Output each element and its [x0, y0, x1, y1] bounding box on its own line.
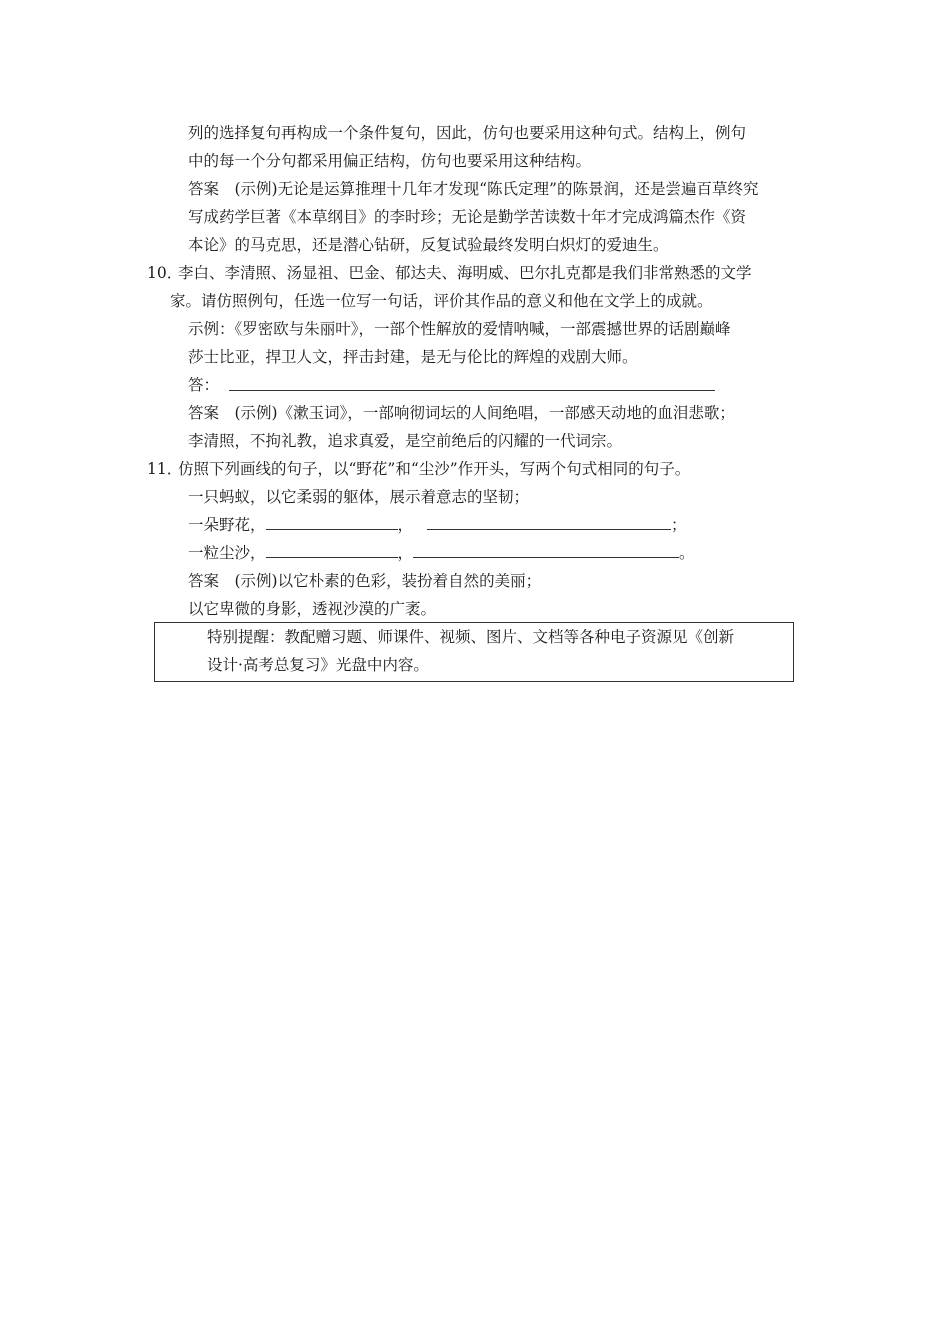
q9-answer-line-1: 答案 (示例)无论是运算推理十几年才发现“陈氏定理”的陈景润，还是尝遍百草终究: [188, 180, 759, 198]
special-note-line-1: 特别提醒：教配赠习题、师课件、视频、图片、文档等各种电子资源见《创新: [207, 628, 735, 646]
q10-question-line-1: 李白、李清照、汤显祖、巴金、郁达夫、海明威、巴尔扎克都是我们非常熟悉的文学: [178, 264, 752, 282]
q10-answer-blank[interactable]: [229, 390, 715, 391]
q9-explanation-line-1: 列的选择复句再构成一个条件复句，因此，仿句也要采用这种句式。结构上，例句: [188, 124, 747, 142]
q10-answer-line-2: 李清照，不拘礼教，追求真爱，是空前绝后的闪耀的一代词宗。: [188, 432, 623, 450]
q11-number: 11．: [147, 460, 183, 478]
q11-blank2-start: 一粒尘沙，: [188, 544, 266, 562]
q11-blank1-comma: ，: [397, 516, 414, 534]
q11-blank2-end: 。: [679, 544, 695, 562]
q11-blank2-field-b[interactable]: [413, 543, 679, 558]
q11-blank-line-1: [188, 515, 687, 535]
q11-example-sentence: 一只蚂蚁，以它柔弱的躯体，展示着意志的坚韧；: [188, 488, 530, 506]
q11-answer-line-1: 答案 (示例)以它朴素的色彩，装扮着自然的美丽；: [188, 572, 542, 590]
special-note-line-2: 设计·高考总复习》光盘中内容。: [207, 656, 429, 674]
q11-blank-line-2: [188, 543, 695, 563]
special-note-box: [154, 622, 794, 682]
q11-blank1-start: 一朵野花，: [188, 516, 266, 534]
q10-answer-line-1: 答案 (示例)《漱玉词》，一部响彻词坛的人间绝唱，一部感天动地的血泪悲歌；: [188, 404, 735, 422]
q10-example-line-1: 示例：《罗密欧与朱丽叶》，一部个性解放的爱情呐喊，一部震撼世界的话剧巅峰: [188, 320, 731, 338]
q10-question-line-2: 家。请仿照例句，任选一位写一句话，评价其作品的意义和他在文学上的成就。: [170, 292, 713, 310]
q10-example-line-2: 莎士比亚，捍卫人文，抨击封建，是无与伦比的辉煌的戏剧大师。: [188, 348, 638, 366]
q10-number: 10．: [147, 264, 183, 282]
q11-blank1-end: ；: [671, 516, 687, 534]
q9-answer-line-3: 本论》的马克思，还是潜心钻研，反复试验最终发明白炽灯的爱迪生。: [188, 236, 669, 254]
q11-answer-line-2: 以它卑微的身影，透视沙漠的广袤。: [188, 600, 437, 618]
q9-answer-line-2: 写成药学巨著《本草纲目》的李时珍；无论是勤学苦读数十年才完成鸿篇杰作《资: [188, 208, 747, 226]
q11-blank2-comma: ，: [397, 544, 414, 562]
q11-blank1-field-a[interactable]: [266, 515, 398, 530]
q11-blank1-field-b[interactable]: [427, 515, 671, 530]
q11-question: 仿照下列画线的句子，以“野花”和“尘沙”作开头，写两个句式相同的句子。: [178, 460, 691, 478]
q9-explanation-line-2: 中的每一个分句都采用偏正结构，仿句也要采用这种结构。: [188, 152, 592, 170]
q10-answer-prompt: 答：: [188, 376, 220, 394]
q11-blank2-field-a[interactable]: [266, 543, 398, 558]
